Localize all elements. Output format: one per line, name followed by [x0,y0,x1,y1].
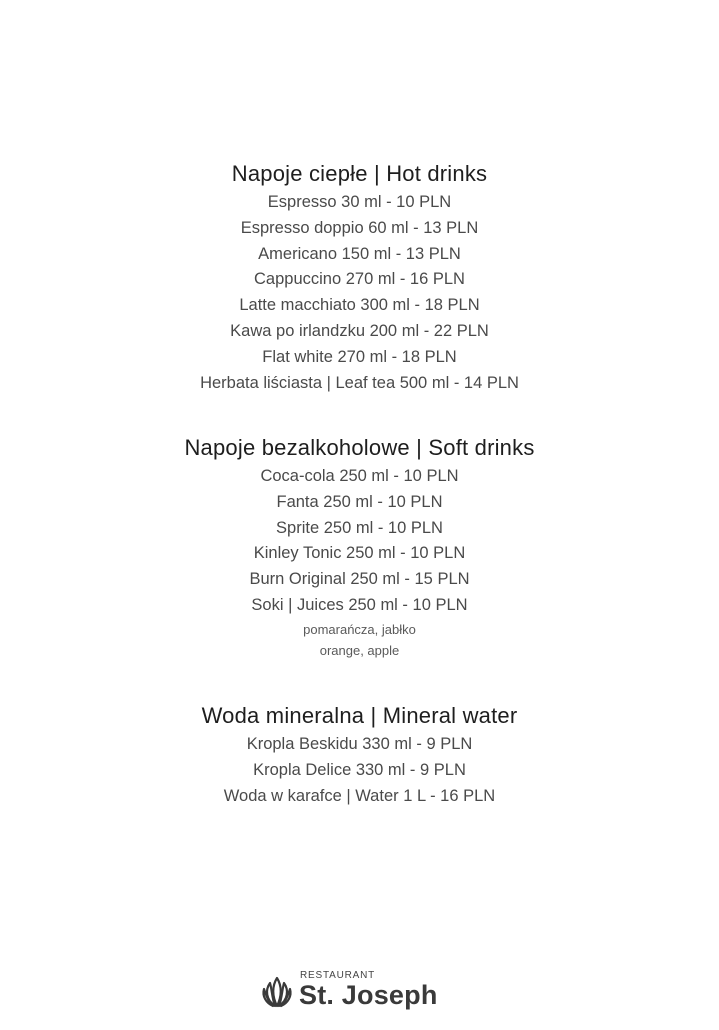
menu-item-note: orange, apple [319,642,400,658]
section-mineral-water [0,702,719,809]
section-soft-drinks [0,434,719,661]
logo-tagline: RESTAURANT [300,970,376,981]
restaurant-logo [260,968,460,1014]
section-title: Napoje ciepłe | Hot drinks [231,161,488,186]
menu-item: Soki | Juices 250 ml - 10 PLN [251,595,468,614]
menu-item: Woda w karafce | Water 1 L - 16 PLN [223,786,496,805]
menu-item: Kropla Beskidu 330 ml - 9 PLN [246,735,473,753]
menu-item: Herbata liściasta | Leaf tea 500 ml - 14 PLN [200,373,519,392]
menu-item: Latte macchiato 300 ml - 18 PLN [239,296,480,315]
menu-item: Kropla Delice 330 ml - 9 PLN [253,760,466,779]
menu-item-note: pomarańcza, jabłko [303,621,416,637]
menu-item: Americano 150 ml - 13 PLN [258,244,461,263]
menu-item: Coca-cola 250 ml - 10 PLN [260,467,459,485]
menu-item: Espresso 30 ml - 10 PLN [267,193,452,211]
menu-item: Fanta 250 ml - 10 PLN [276,492,443,511]
menu-item: Flat white 270 ml - 18 PLN [262,347,457,366]
menu-item: Espresso doppio 60 ml - 13 PLN [240,218,479,237]
logo-name: St. Joseph [299,980,438,1010]
section-title: Woda mineralna | Mineral water [201,703,518,728]
section-title: Napoje bezalkoholowe | Soft drinks [184,435,535,460]
lotus-leaf-icon [260,974,294,1010]
menu-item: Cappuccino 270 ml - 16 PLN [254,270,465,289]
menu-item: Burn Original 250 ml - 15 PLN [249,570,470,589]
menu-item: Kawa po irlandzku 200 ml - 22 PLN [230,321,489,340]
menu-item: Sprite 250 ml - 10 PLN [276,518,443,537]
section-hot-drinks [0,160,719,396]
menu-item: Kinley Tonic 250 ml - 10 PLN [253,544,466,563]
